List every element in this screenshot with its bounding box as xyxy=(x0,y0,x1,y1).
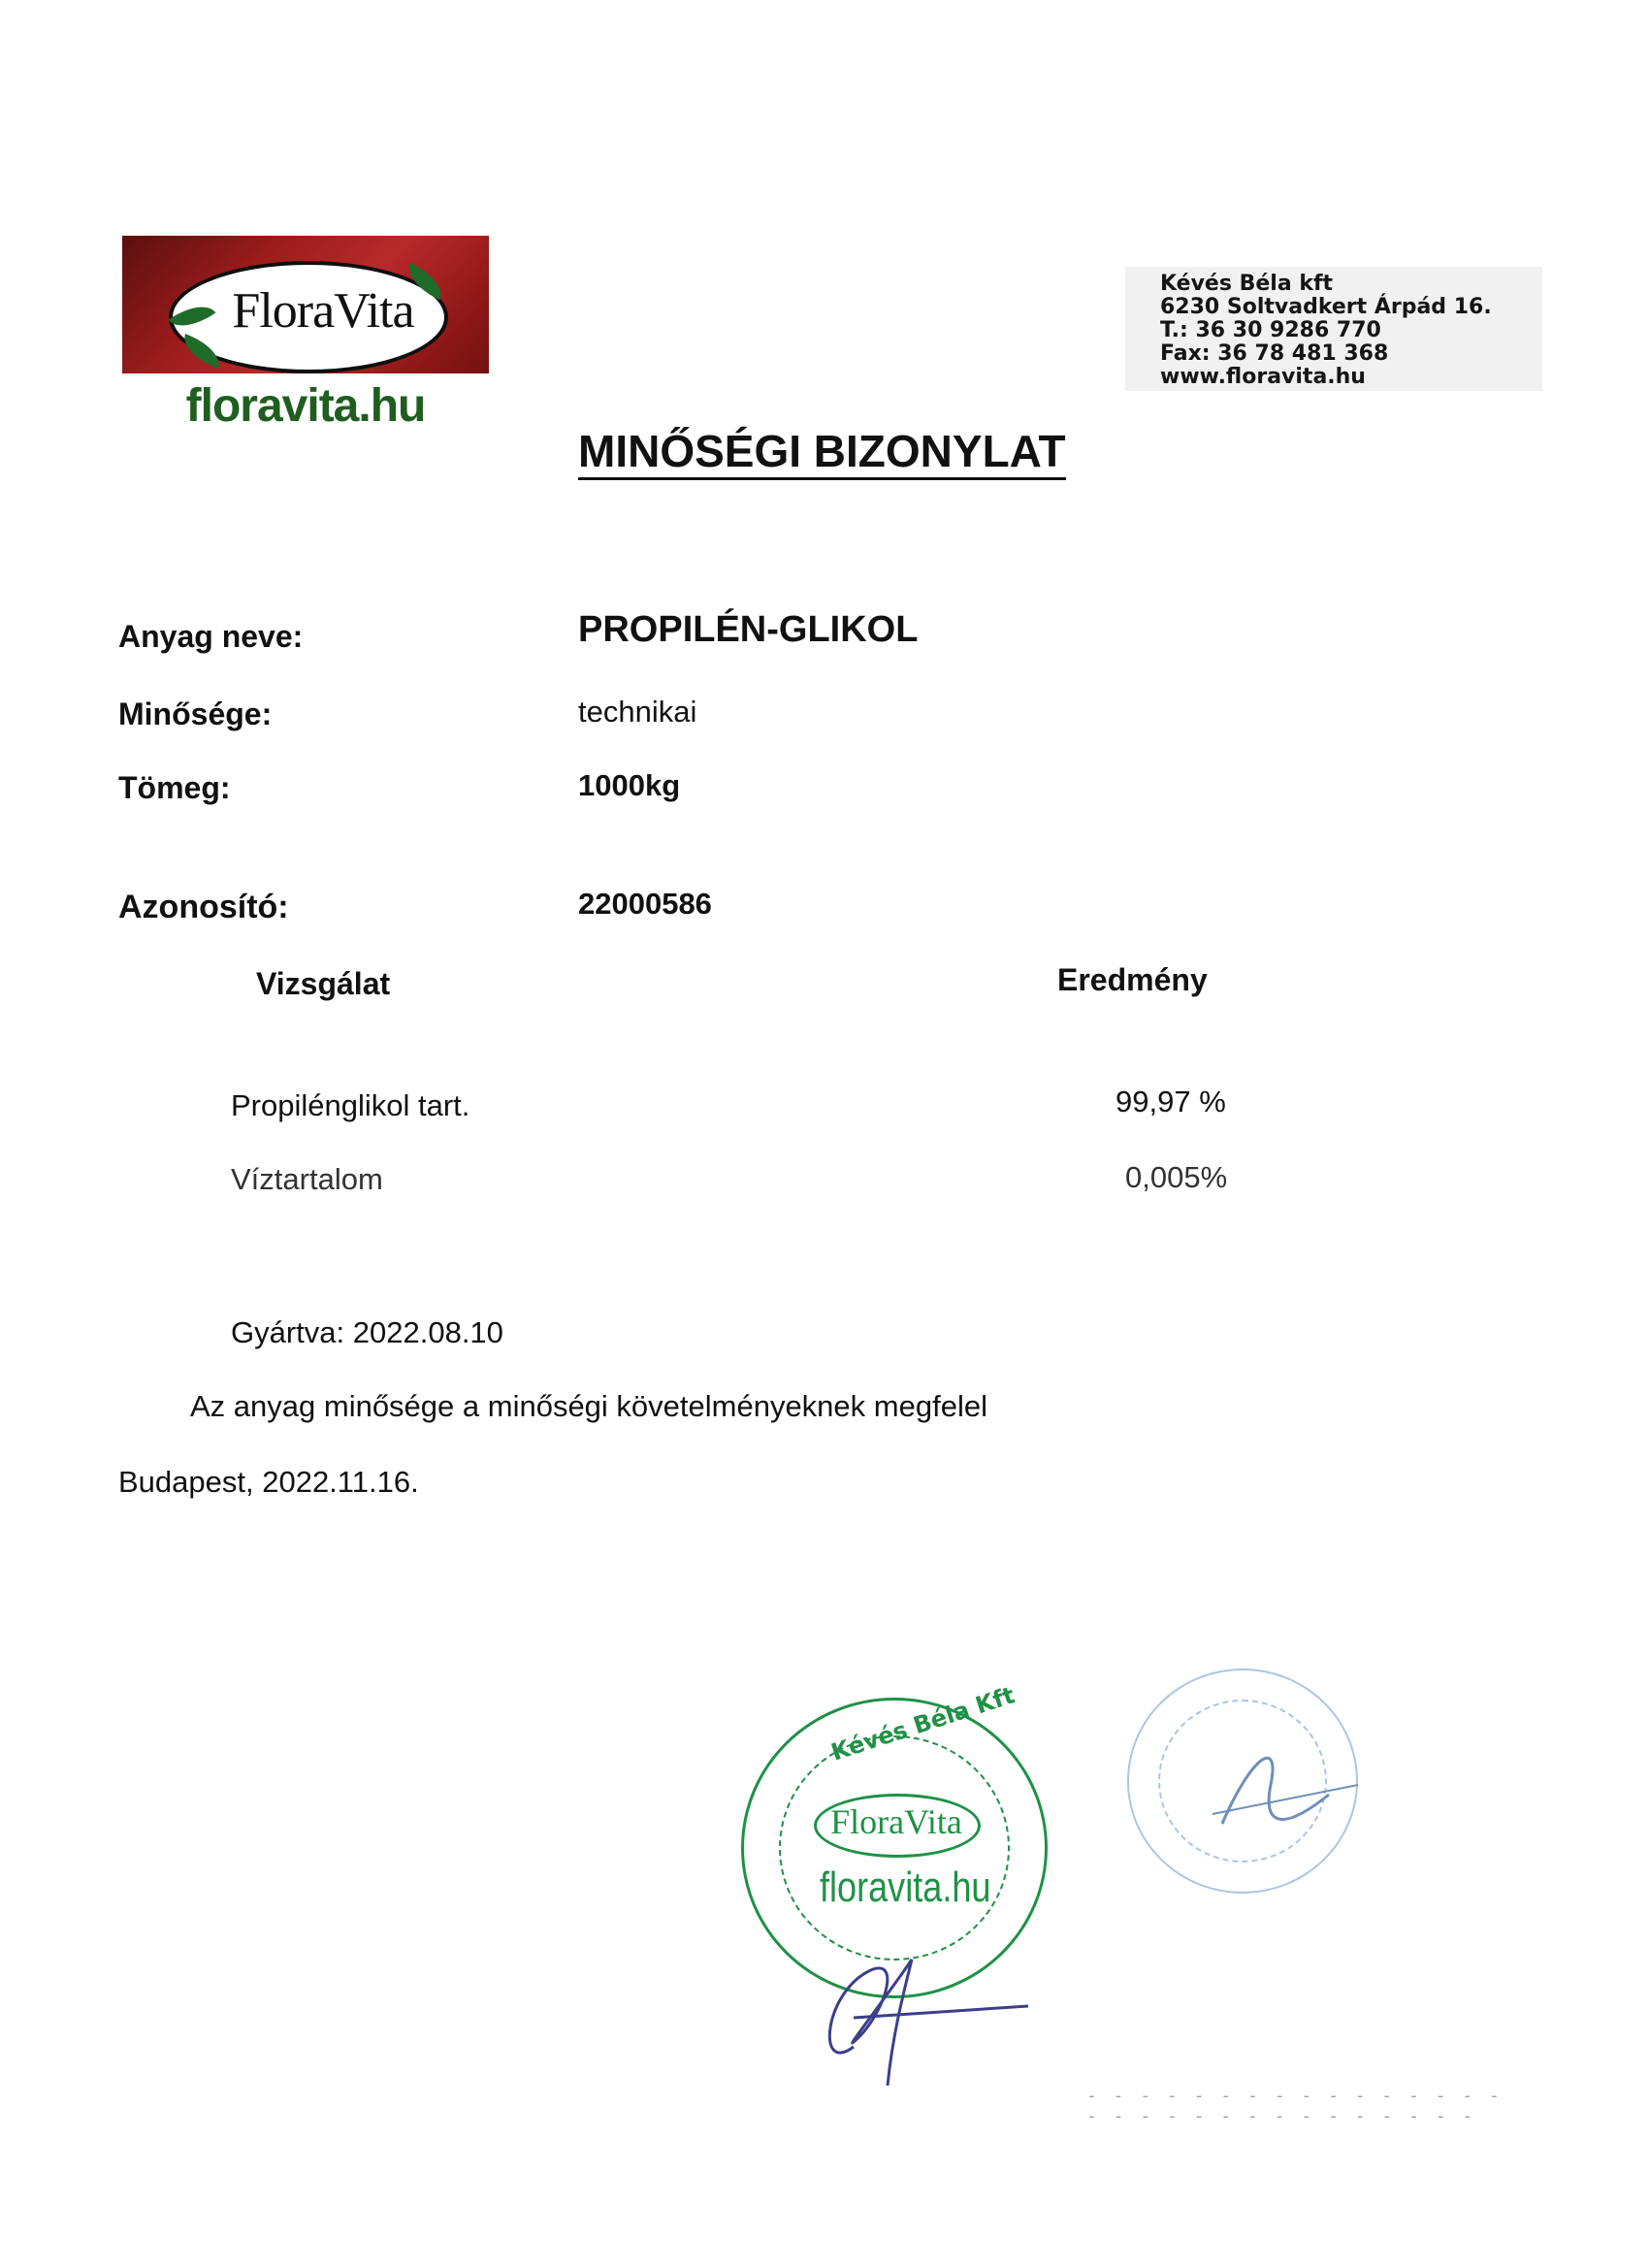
stamp-url: floravita.hu xyxy=(820,1863,991,1911)
production-date: Gyártva: 2022.08.10 xyxy=(231,1315,503,1349)
company-web: www.floravita.hu xyxy=(1160,365,1366,389)
tests-header-result: Eredmény xyxy=(1057,962,1208,997)
stamp-brand: FloraVita xyxy=(830,1802,962,1841)
field-label-quality: Minősége: xyxy=(118,697,273,731)
field-label-mass: Tömeg: xyxy=(118,770,231,805)
logo-url: floravita.hu xyxy=(185,380,426,432)
company-phone: T.: 36 30 9286 770 xyxy=(1160,318,1381,342)
field-value-mass: 1000kg xyxy=(578,768,681,802)
company-fax: Fax: 36 78 481 368 xyxy=(1160,341,1389,366)
tests-header-test: Vizsgálat xyxy=(256,966,391,1001)
field-label-id: Azonosító: xyxy=(118,889,289,925)
field-value-material: PROPILÉN-GLIKOL xyxy=(578,609,919,650)
place-date: Budapest, 2022.11.16. xyxy=(118,1465,419,1499)
signature xyxy=(795,1930,1048,2095)
scan-noise: - - - - - - - - - - - - - - - - - - - - - - - - - - - - - - - xyxy=(1086,2086,1503,2126)
quality-statement: Az anyag minősége a minőségi követelményeknek megfelel xyxy=(190,1389,987,1423)
company-address: 6230 Soltvadkert Árpád 16. xyxy=(1160,295,1492,319)
floravita-logo xyxy=(122,236,489,443)
field-value-quality: technikai xyxy=(578,695,697,729)
test-row-name: Víztartalom xyxy=(231,1162,383,1196)
test-row-result: 99,97 % xyxy=(1116,1085,1226,1118)
signature xyxy=(1193,1717,1368,1853)
field-value-id: 22000586 xyxy=(578,887,712,921)
company-name: Kévés Béla kft xyxy=(1160,272,1334,296)
stamp-ring-text: Kévés Béla Kft xyxy=(827,1681,1018,1766)
test-row-name: Propilénglikol tart. xyxy=(231,1088,470,1122)
logo-brand: FloraVita xyxy=(232,283,414,339)
test-row-result: 0,005% xyxy=(1125,1160,1228,1194)
document-title: MINŐSÉGI BIZONYLAT xyxy=(578,429,1066,480)
field-label-material: Anyag neve: xyxy=(118,619,304,654)
company-contact xyxy=(1125,267,1542,391)
